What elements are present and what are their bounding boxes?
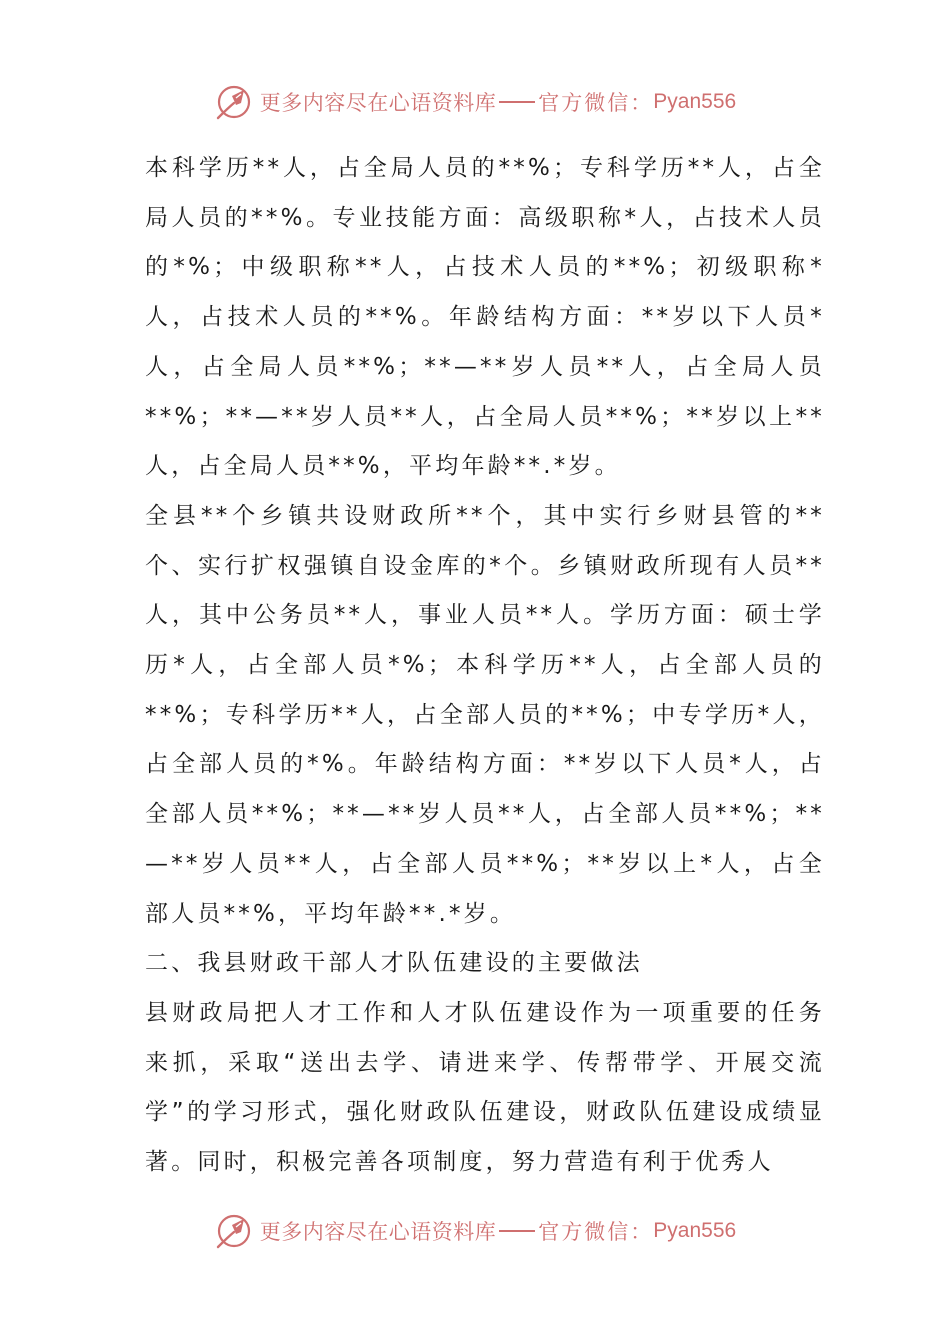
paragraph-practices: 县财政局把人才工作和人才队伍建设作为一项重要的任务来抓，采取“送出去学、请进来学、传帮带学、开展交流学”的学习形式，强化财政队伍建设，财政队伍建设成绩显著。同时，积极完善各项制度，努力营造有利于优秀人 (145, 999, 825, 1176)
watermark-wechat-id: Pyan556 (653, 1219, 737, 1242)
footer-watermark (0, 1211, 950, 1251)
section-heading: 二、我县财政干部人才队伍建设的主要做法 (145, 950, 643, 977)
pen-nib-circle-logo-icon (214, 82, 254, 122)
header-watermark (0, 82, 950, 122)
watermark-text: 更多内容尽在心语资料库 (259, 91, 497, 115)
paragraph-staff-stats: 本科学历**人，占全局人员的**%；专科学历**人，占全局人员的**%。专业技能方面：高级职称*人，占技术人员的*%；中级职称**人，占技术人员的**%；初级职称*人，占技术人员的**%。年龄结构方面：**岁以下人员*人，占全局人员**%；**—**岁人员**人，占全局人员**%；**—**岁人员**人，占全局人员**%；**岁以上**人，占全局人员**%，平均年龄**.*岁。 (145, 155, 825, 480)
watermark-wechat-label: 官方微信： (538, 1220, 654, 1244)
paragraph-township-stats: 全县**个乡镇共设财政所**个，其中实行乡财县管的**个、实行扩权强镇自设金库的*个。乡镇财政所现有人员**人，其中公务员**人，事业人员**人。学历方面：硕士学历*人，占全部人员*%；本科学历**人，占全部人员的**%；专科学历**人，占全部人员的**%；中专学历*人，占全部人员的*%。年龄结构方面：**岁以下人员*人，占全部人员**%；**—**岁人员**人，占全部人员**%；**—**岁人员**人，占全部人员**%；**岁以上*人，占全部人员**%，平均年龄**.*岁。 (145, 502, 825, 927)
watermark-wechat-id: Pyan556 (653, 90, 737, 113)
watermark-text: 更多内容尽在心语资料库 (259, 1220, 497, 1244)
document-body (145, 144, 825, 1188)
watermark-dash (499, 1230, 535, 1232)
pen-nib-circle-logo-icon (214, 1211, 254, 1251)
watermark-wechat-label: 官方微信： (538, 91, 654, 115)
watermark-dash (499, 101, 535, 103)
